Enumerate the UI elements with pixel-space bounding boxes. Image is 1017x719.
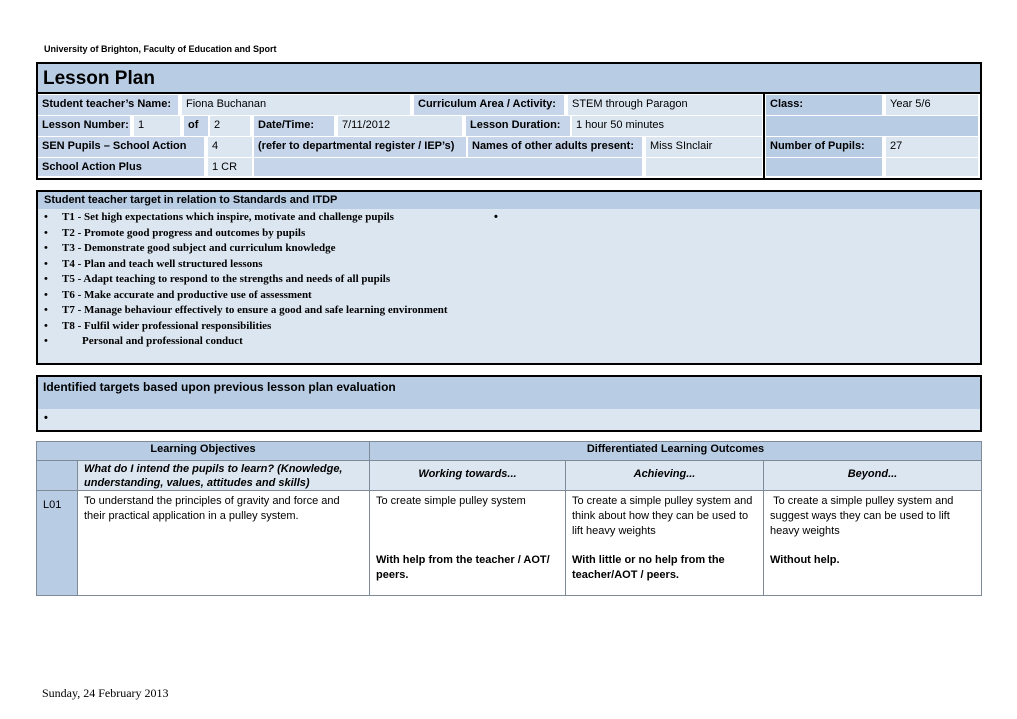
lo-header: Learning Objectives (37, 442, 370, 461)
achieving-cell (566, 491, 764, 595)
achieving-text: To create a simple pulley system and think about how they can be used to lift heavy weights (572, 495, 753, 537)
footer-date: Sunday, 24 February 2013 (42, 686, 169, 700)
list-item: • Personal and professional conduct (44, 335, 243, 347)
num-pupils-value: 27 (886, 137, 978, 157)
action-plus-value: 1 CR (208, 158, 252, 176)
list-item: • T3 - Demonstrate good subject and curriculum knowledge (44, 242, 336, 254)
lo-question: What do I intend the pupils to learn? (Knowledge, understanding, values, attitudes and skills) (78, 461, 370, 491)
list-item: • T2 - Promote good progress and outcomes by pupils (44, 226, 306, 239)
list-item: • T6 - Make accurate and productive use of assessment (44, 288, 312, 301)
duration-label: Lesson Duration: (466, 116, 570, 136)
lesson-plan-title: Lesson Plan (38, 64, 980, 94)
register-note: (refer to departmental register / IEP’s) (254, 137, 466, 157)
list-item: • T1 - Set high expectations which inspire, motivate and challenge pupils (44, 211, 394, 223)
institution-header: University of Brighton, Faculty of Education and Sport (44, 44, 277, 54)
of-label: of (184, 116, 208, 136)
col-working-towards: Working towards... (370, 461, 566, 491)
blank-cell (646, 158, 762, 176)
list-item: • T8 - Fulfil wider professional responsibilities (44, 319, 272, 332)
list-item: • T5 - Adapt teaching to respond to the strengths and needs of all pupils (44, 273, 391, 285)
dlo-header: Differentiated Learning Outcomes (370, 442, 981, 461)
blank-cell (766, 158, 882, 176)
achieving-help: With little or no help from the teacher/AOT / peers. (572, 554, 725, 581)
objective-text: To understand the principles of gravity and force and their practical application in a pulley system. (78, 491, 370, 595)
col-beyond: Beyond... (764, 461, 981, 491)
standards-right-bullet: • (494, 211, 498, 223)
lesson-number-value: 1 (134, 116, 180, 136)
identified-targets-section (36, 375, 982, 432)
class-divider (763, 94, 765, 178)
working-towards-help: With help from the teacher / AOT/ peers. (376, 554, 550, 581)
beyond-text: To create a simple pulley system and suggest ways they can be used to lift heavy weights (770, 495, 957, 537)
list-item: • T4 - Plan and teach well structured lessons (44, 257, 263, 270)
num-pupils-label: Number of Pupils: (766, 137, 882, 157)
col-achieving: Achieving... (566, 461, 764, 491)
sen-label: SEN Pupils – School Action (38, 137, 204, 157)
working-towards-cell (370, 491, 566, 595)
class-label: Class: (766, 95, 882, 115)
datetime-value: 7/11/2012 (338, 116, 462, 136)
identified-targets-title: Identified targets based upon previous lesson plan evaluation (38, 377, 980, 409)
row-id: L01 (37, 491, 78, 595)
duration-value: 1 hour 50 minutes (572, 116, 762, 136)
sen-value: 4 (208, 137, 252, 157)
lesson-number-label: Lesson Number: (38, 116, 130, 136)
standards-section (36, 190, 982, 365)
working-towards-text: To create simple pulley system (376, 495, 526, 507)
other-adults-value: Miss SInclair (646, 137, 762, 157)
curriculum-value: STEM through Paragon (568, 95, 762, 115)
student-teacher-label: Student teacher’s Name: (38, 95, 178, 115)
standards-list (44, 210, 448, 350)
action-plus-label: School Action Plus (38, 158, 204, 176)
standards-title: Student teacher target in relation to Standards and ITDP (38, 192, 980, 209)
class-value: Year 5/6 (886, 95, 978, 115)
blank-cell (886, 158, 978, 176)
other-adults-label: Names of other adults present: (468, 137, 642, 157)
blank-cell (254, 158, 642, 176)
beyond-help: Without help. (770, 554, 840, 566)
blank-cell (37, 461, 78, 491)
lesson-plan-section (36, 62, 982, 180)
of-value: 2 (210, 116, 250, 136)
identified-targets-bullet: • (44, 412, 48, 424)
beyond-cell (764, 491, 981, 595)
student-teacher-value: Fiona Buchanan (182, 95, 410, 115)
objectives-table (36, 441, 982, 596)
class-blank-cell (766, 116, 978, 136)
datetime-label: Date/Time: (254, 116, 334, 136)
list-item: • T7 - Manage behaviour effectively to ensure a good and safe learning environment (44, 304, 448, 316)
curriculum-label: Curriculum Area / Activity: (414, 95, 564, 115)
